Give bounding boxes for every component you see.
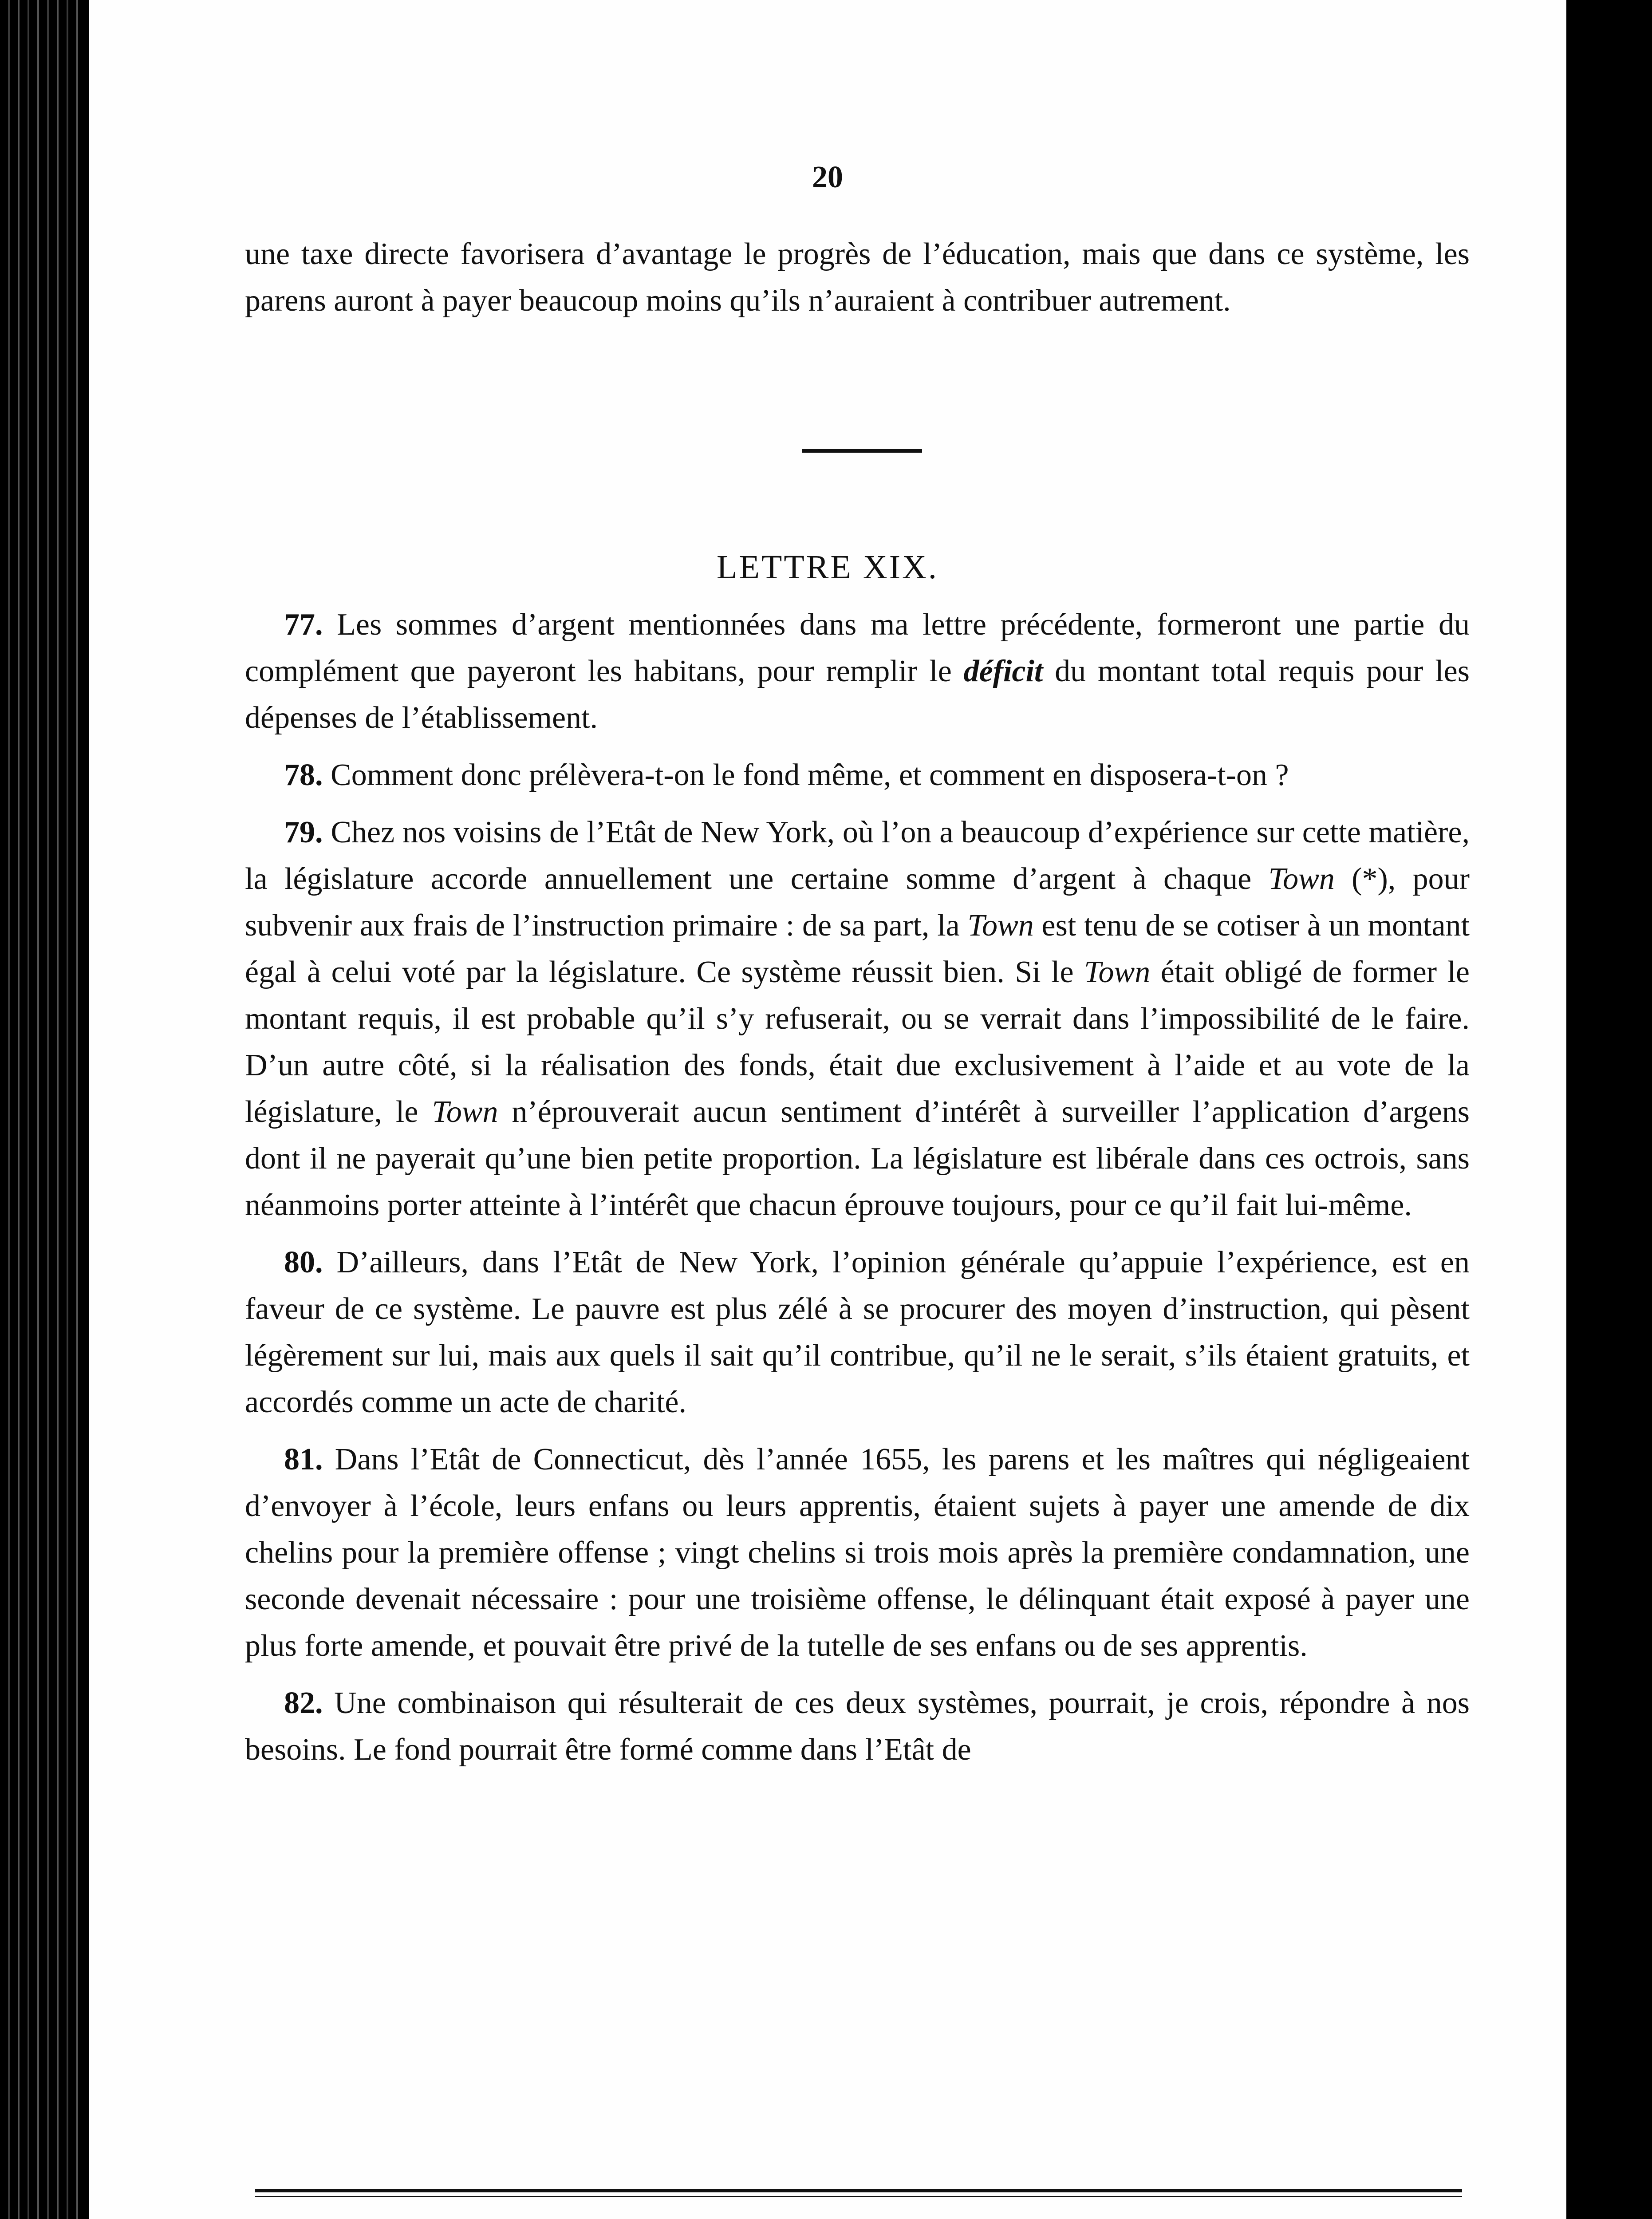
italic-term: déficit [963, 654, 1043, 688]
italic-term: Town [432, 1095, 498, 1129]
section-separator [802, 449, 922, 453]
paragraph-number: 82. [284, 1686, 323, 1720]
binding-edge-right [1585, 0, 1652, 2219]
footnote-rule [255, 2189, 1462, 2192]
paragraph-text: Les sommes d’argent mentionnées dans ma lettre précédente, formeront une partie du complément que payeront les habitans, pour remplir le [245, 608, 1470, 688]
paragraph-text: Comment donc prélèvera-t-on le fond même, et comment en disposera-t-on ? [331, 758, 1289, 792]
intro-text: une taxe directe favorisera d’avantage le progrès de l’éducation, mais que dans ce système, les parens auront à payer beaucoup moins qu’ils n’auraient à contribuer autrement. [245, 237, 1470, 318]
letter-title: LETTRE XIX. [717, 549, 938, 586]
paragraph-text: (*), pour subvenir aux frais de l’instruction primaire : de sa part, la [245, 862, 1470, 943]
paragraph-number: 79. [284, 815, 323, 849]
document-page [89, 0, 1566, 2219]
binding-edge-left [0, 0, 84, 2219]
paragraph-80 [245, 1239, 1470, 1425]
paragraph-81 [245, 1436, 1470, 1669]
paragraph-text: Une combinaison qui résulterait de ces deux systèmes, pourrait, je crois, répondre à nos besoins. Le fond pourrait être formé comme dans l’Etât de [245, 1686, 1470, 1767]
paragraph-text: Chez nos voisins de l’Etât de New York, où l’on a beaucoup d’expérience sur cette matière, la législature accorde annuellement une certaine somme d’argent à chaque [245, 815, 1470, 896]
italic-term: Town [1268, 862, 1335, 896]
paragraph-text: du montant total requis pour les dépenses de l’établissement. [245, 654, 1470, 735]
paragraph-78 [245, 752, 1470, 798]
paragraph-number: 78. [284, 758, 323, 792]
italic-term: Town [1084, 955, 1151, 989]
paragraph-77 [245, 601, 1470, 741]
paragraph-text: D’ailleurs, dans l’Etât de New York, l’opinion générale qu’appuie l’expérience, est en faveur de ce système. Le pauvre est plus zélé à se procurer des moyen d’instruction, qui pèsent légèrement sur lui, mais aux quels il sait qu’il contribue, qu’il ne le serait, s’ils étaient gratuits, et accordés comme un acte de charité. [245, 1245, 1470, 1419]
paragraph-79 [245, 809, 1470, 1228]
paragraph-text: est tenu de se cotiser à un montant égal à celui voté par la législature. Ce système réussit bien. Si le [245, 908, 1470, 989]
page-number: 20 [812, 160, 843, 194]
paragraph-number: 80. [284, 1245, 323, 1279]
paragraph-text: Dans l’Etât de Connecticut, dès l’année 1655, les parens et les maîtres qui négligeaient d’envoyer à l’école, leurs enfans ou leurs apprentis, étaient sujets à payer une amende de dix chelins pour la première offense ; vingt chelins si trois mois après la première condamnation, une seconde devenait nécessaire : pour une troisième offense, le délinquant était exposé à payer une plus forte amende, et pouvait être privé de la tutelle de ses enfans ou de ses apprentis. [245, 1442, 1470, 1663]
paragraph-82 [245, 1680, 1470, 1773]
letter-body [245, 601, 1470, 1784]
paragraph-text: n’éprouverait aucun sentiment d’intérêt à surveiller l’application d’argens dont il ne payerait qu’une bien petite proportion. La législature est libérale dans ces octrois, sans néanmoins porter atteinte à l’intérêt que chacun éprouve toujours, pour ce qu’il fait lui-même. [245, 1095, 1470, 1222]
intro-paragraph [245, 231, 1470, 324]
paragraph-text: était obligé de former le montant requis, il est probable qu’il s’y refuserait, ou se verrait dans l’impossibilité de le faire. D’un autre côté, si la réalisation des fonds, était due exclusivement à l’aide et au vote de la législature, le [245, 955, 1470, 1129]
footnote-rule-thin [255, 2196, 1462, 2197]
paragraph-number: 77. [284, 608, 323, 642]
italic-term: Town [967, 908, 1034, 943]
paragraph-number: 81. [284, 1442, 323, 1477]
